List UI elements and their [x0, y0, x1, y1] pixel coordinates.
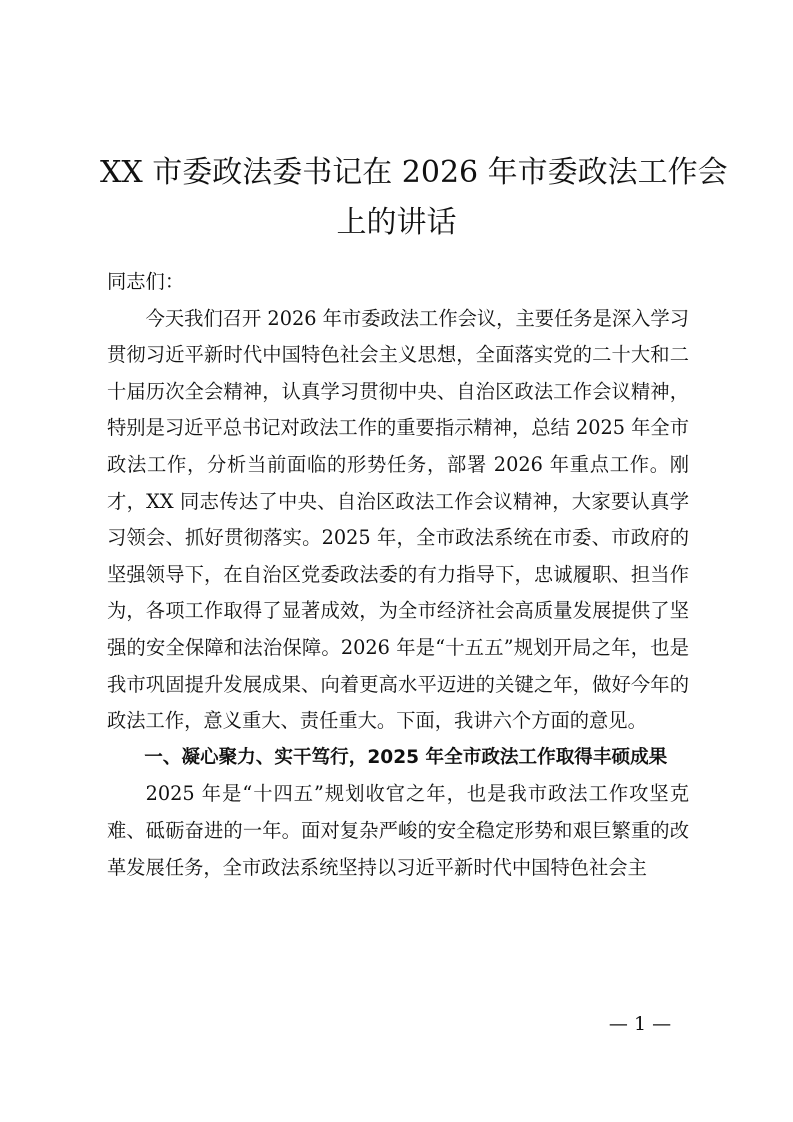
title-line-2: 上的讲话: [336, 205, 457, 240]
intro-paragraph: 今天我们召开 2026 年市委政法工作会议，主要任务是深入学习贯彻习近平新时代中国特色社会主义思想，全面落实党的二十大和二十届历次全会精神，认真学习贯彻中央、自治区政法工作会议精神，特别是习近平总书记对政法工作的重要指示精神，总结 2025 年全市政法工作，分析当前面临的形势任务，部署 2026 年重点工作。刚才，XX 同志传达了中央、自治区政法工作会议精神，大家要认真学习领会、抓好贯彻落实。2025 年，全市政法系统在市委、市政府的坚强领导下，在自治区党委政法委的有力指导下，忠诚履职、担当作为，各项工作取得了显著成效，为全市经济社会高质量发展提供了坚强的安全保障和法治保障。2026 年是“十五五”规划开局之年，也是我市巩固提升发展成果、向着更高水平迈进的关键之年，做好今年的政法工作，意义重大、责任重大。下面，我讲六个方面的意见。: [107, 306, 689, 733]
page-number: — 1 —: [608, 1013, 672, 1035]
title-line-1: XX 市委政法委书记在 2026 年市委政法工作会: [100, 155, 728, 190]
section-heading: 一、凝心聚力、实干笃行，2025 年全市政法工作取得丰硕成果: [144, 746, 668, 768]
section-paragraph: 2025 年是“十四五”规划收官之年，也是我市政法工作攻坚克难、砥砺奋进的一年。面对复杂严峻的安全稳定形势和艰巨繁重的改革发展任务，全市政法系统坚持以习近平新时代中国特色社会主: [107, 782, 689, 879]
salutation: 同志们：: [107, 270, 185, 293]
document-body: [107, 264, 689, 886]
document-title: [100, 148, 728, 248]
